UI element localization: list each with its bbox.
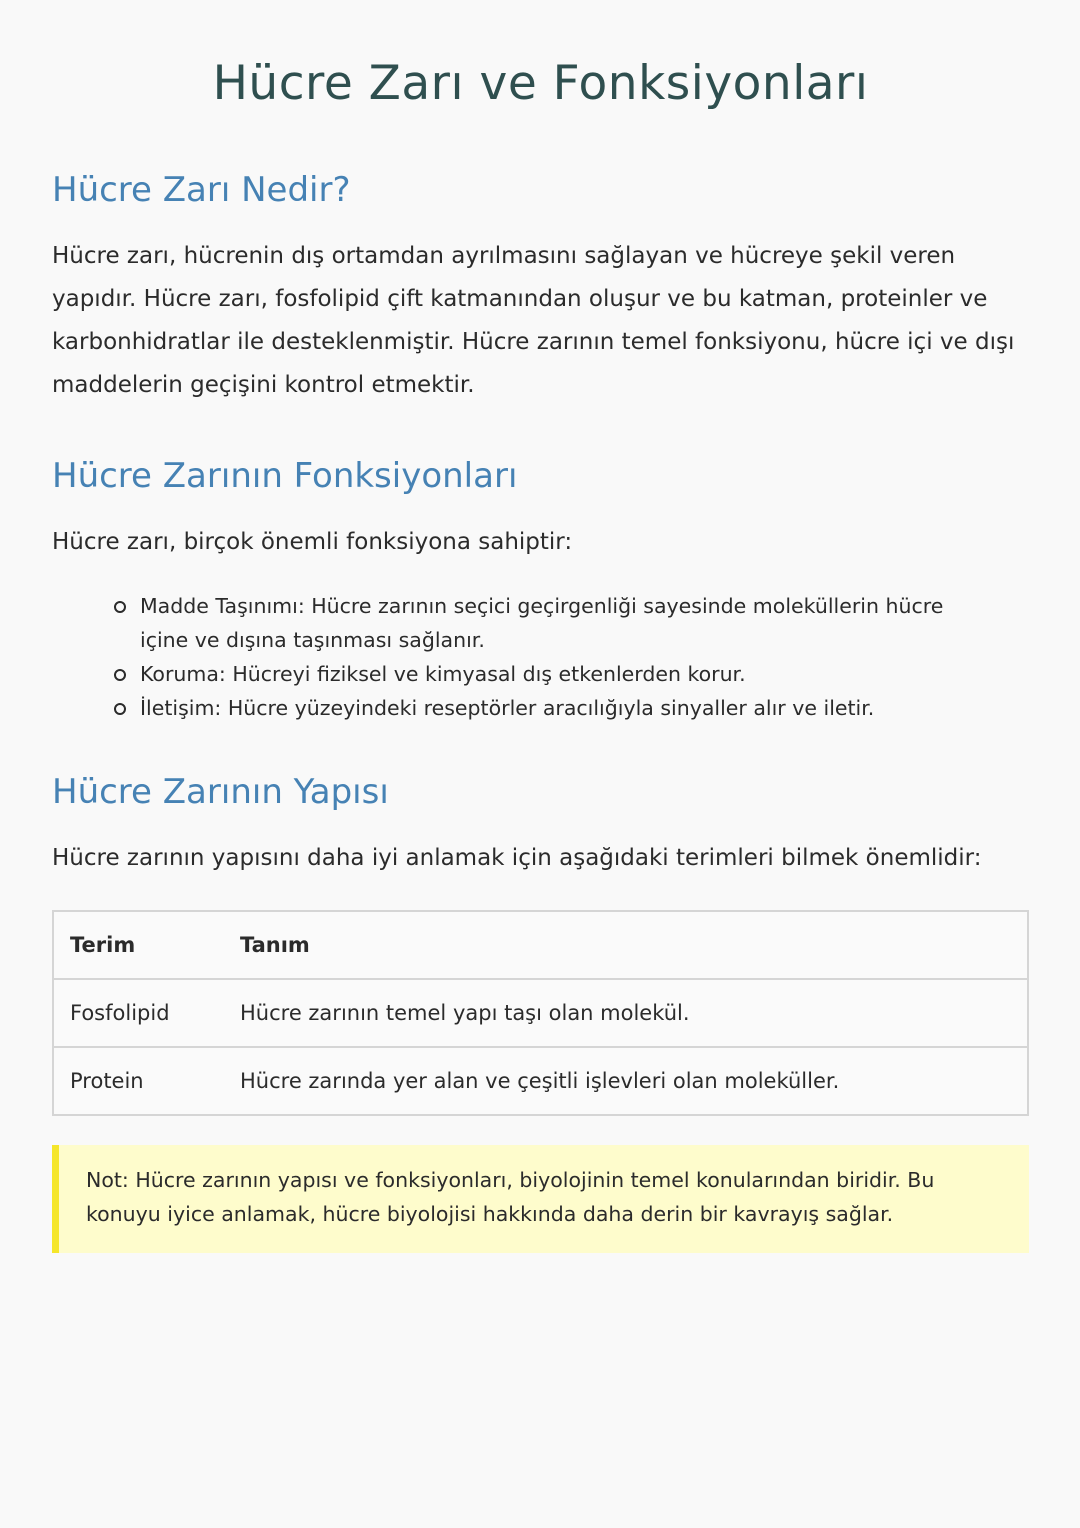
list-item [114, 589, 994, 657]
note-text: Not: Hücre zarının yapısı ve fonksiyonları, biyolojinin temel konularından biridir. Bu konuyu iyice anlamak, hücre biyolojisi hakkında daha derin bir kavrayış sağlar. [86, 1168, 935, 1226]
section-intro-structure: Hücre zarının yapısını daha iyi anlamak için aşağıdaki terimleri bilmek önemlidir: [52, 845, 982, 871]
table-cell-term: Fosfolipid [53, 979, 224, 1047]
table-cell-term: Protein [53, 1047, 224, 1115]
list-item-text: Madde Taşınımı: Hücre zarının seçici geçirgenliği sayesinde moleküllerin hücre içine ve dışına taşınması sağlanır. [140, 594, 944, 652]
list-item-text: Koruma: Hücreyi fiziksel ve kimyasal dış etkenlerden korur. [140, 662, 746, 686]
section-intro-functions: Hücre zarı, birçok önemli fonksiyona sahiptir: [52, 529, 573, 555]
note-box [52, 1145, 1029, 1253]
table-header-row [53, 911, 1028, 979]
table-row [53, 1047, 1028, 1115]
table-cell-definition: Hücre zarının temel yapı taşı olan molekül. [224, 979, 1028, 1047]
page-title: Hücre Zarı ve Fonksiyonları [212, 56, 869, 111]
circle-bullet-icon [114, 703, 126, 715]
table-row [53, 979, 1028, 1047]
section-heading-what: Hücre Zarı Nedir? [52, 170, 351, 210]
list-item-text: İletişim: Hücre yüzeyindeki reseptörler aracılığıyla sinyaller alır ve iletir. [140, 696, 875, 720]
functions-list [114, 589, 994, 725]
circle-bullet-icon [114, 601, 126, 613]
table-header-definition: Tanım [224, 911, 1028, 979]
list-item [114, 691, 994, 725]
table-cell-definition: Hücre zarında yer alan ve çeşitli işlevleri olan moleküller. [224, 1047, 1028, 1115]
list-item [114, 657, 994, 691]
section-paragraph-what: Hücre zarı, hücrenin dış ortamdan ayrılmasını sağlayan ve hücreye şekil veren yapıdır. Hücre zarı, fosfolipid çift katmanından oluşur ve bu katman, proteinler ve karbonhidratlar ile desteklenmiştir. Hücre zarının temel fonksiyonu, hücre içi ve dışı maddelerin geçişini kontrol etmektir. [52, 243, 1015, 398]
table-header-term: Terim [53, 911, 224, 979]
section-heading-structure: Hücre Zarının Yapısı [52, 772, 389, 812]
terms-table [52, 910, 1029, 1116]
circle-bullet-icon [114, 669, 126, 681]
section-heading-functions: Hücre Zarının Fonksiyonları [52, 456, 518, 496]
